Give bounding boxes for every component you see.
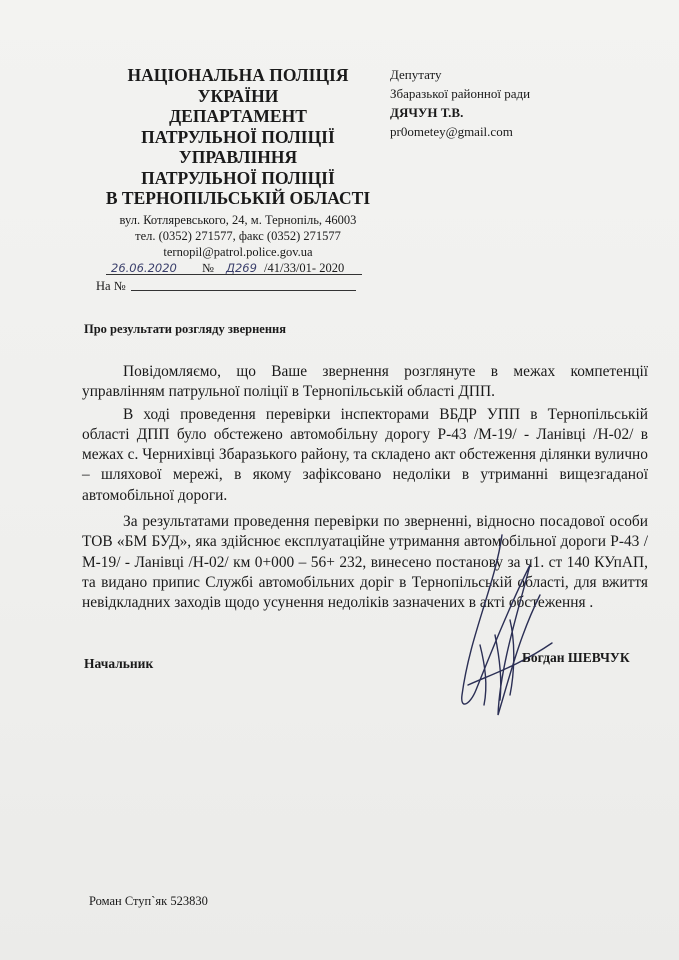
sender-line: УПРАВЛІННЯ [178,147,298,167]
sender-email: ternopil@patrol.police.gov.ua [163,245,313,259]
reply-underline [131,290,356,291]
signatory-name: Богдан ШЕВЧУК [522,650,630,665]
recipient-email: pr0ometey@gmail.com [390,124,513,139]
sender-line: НАЦІОНАЛЬНА ПОЛІЦІЯ [127,65,349,85]
recipient-name: ДЯЧУН Т.В. [390,105,464,120]
paragraph: За результатами проведення перевірки по зверненні, відносно посадової особи ТОВ «БМ БУД», яка здійснює експлуатаційне утримання автомобільної дороги Р-43 /М-19/ - Ланівці /Н-02/ км 0+000 – 56+ 232, винесено постанову за ч1. ст 140 КУпАП, та видано припис Службі автомобільних доріг в Тернопільській області, для вжиття невідкладних заходів щодо усунення недоліків зазначених в акті обстеження . [82,513,648,612]
sender-contacts [92,212,384,260]
recipient-organization: Збаразької районної ради [390,86,531,101]
sender-line: ДЕПАРТАМЕНТ [169,106,307,126]
sender-header [92,65,384,209]
sender-address: вул. Котляревського, 24, м. Тернопіль, 46003 [119,213,357,227]
reply-label: На № [96,279,126,293]
outgoing-number-underline [106,274,362,275]
paragraph: Повідомляємо, що Ваше звернення розглянуте в межах компетенції управлінням патрульної поліції в Тернопільській області ДПП. [82,363,648,401]
recipient-title: Депутату [390,67,442,82]
executor-footer: Роман Ступ`як 523830 [89,894,208,908]
recipient-block [390,65,640,141]
letter-subject: Про результати розгляду звернення [84,322,287,336]
sender-phone: тел. (0352) 271577, факс (0352) 271577 [135,229,341,243]
number-sign: № [202,261,214,275]
paragraph: В ході проведення перевірки інспекторами ВБДР УПП в Тернопільській області ДПП було обстежено автомобільну дорогу Р-43 /М-19/ - Ланівці /Н-02/ в межах с. Чернихівці Збаразького району, та складено акт обстеження ділянки вулично – шляхової мережі, в якому зафіксовано недоліки в утриманні вищезгаданої автомобільної дороги. [82,405,648,504]
sender-line: ПАТРУЛЬНОЇ ПОЛІЦІЇ [141,167,335,188]
sender-line: ПАТРУЛЬНОЇ ПОЛІЦІЇ [141,126,335,147]
outgoing-date: 26.06.2020 [111,261,177,275]
reply-reference [96,278,366,294]
outgoing-number [96,260,376,276]
outgoing-number-suffix: /41/33/01- 2020 [264,261,345,275]
sender-line: В ТЕРНОПІЛЬСЬКІЙ ОБЛАСТІ [105,188,371,208]
outgoing-number-handwritten: Д269 [226,261,257,275]
sender-line: УКРАЇНИ [197,85,279,106]
handwritten-signature [440,525,570,730]
signatory-role: Начальник [84,656,154,671]
